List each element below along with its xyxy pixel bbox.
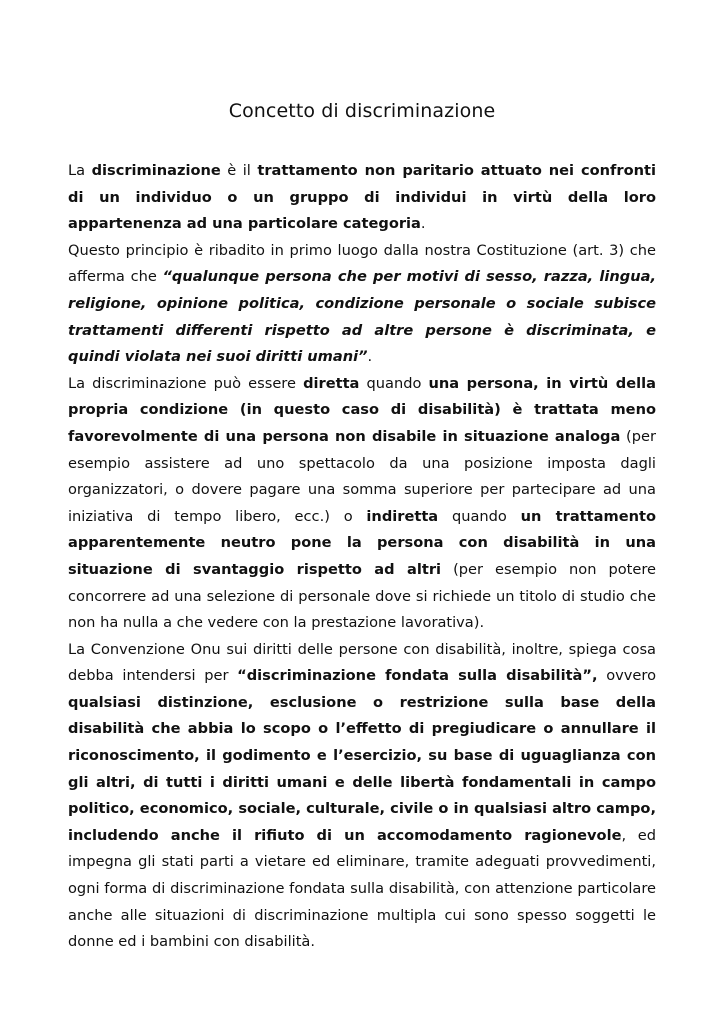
text-run: Questo principio è ribadito in primo luogo dalla nostra Costituzione (art. 3) che afferma che xyxy=(68,241,656,286)
bold-term: indiretta xyxy=(366,507,439,525)
text-run: . xyxy=(367,348,373,366)
constitution-quote: “qualunque persona che per motivi di sesso, razza, lingua, religione, opinione politica, condizione personale o sociale subisce trattamenti differenti rispetto ad altre persone è discriminata, e quindi violata nei suoi diritti umani” xyxy=(68,268,656,366)
bold-term: “discriminazione fondata sulla disabilità”, xyxy=(237,667,598,685)
bold-term: diretta xyxy=(303,374,360,392)
paragraph-constitution xyxy=(68,238,656,371)
bold-definition: una persona, in virtù della propria condizione (in questo caso di disabilità) è trattata meno favorevolmente di una persona non disabile in situazione analoga xyxy=(68,374,656,445)
text-run: , ed impegna gli stati parti a vietare ed eliminare, tramite adeguati provvedimenti, ogni forma di discriminazione fondata sulla disabilità, con attenzione particolare anche alle situazioni di discriminazione multipla cui sono spesso soggetti le donne ed i bambini con disabilità. xyxy=(68,826,656,951)
document-body xyxy=(68,158,656,956)
text-run: (per esempio assistere ad uno spettacolo da una posizione imposta dagli organizzatori, o dovere pagare una somma superiore per partecipare ad una iniziativa di tempo libero, ecc.) o xyxy=(68,427,656,525)
paragraph-definition xyxy=(68,158,656,238)
text-run: è il xyxy=(220,162,258,179)
text-run: (per esempio non potere concorrere ad una selezione di personale dove si richiede un titolo di studio che non ha nulla a che vedere con la prestazione lavorativa). xyxy=(68,560,657,632)
paragraph-direct-indirect xyxy=(68,371,656,637)
bold-definition: un trattamento apparentemente neutro pone la persona con disabilità in una situazione di svantaggio rispetto ad altri xyxy=(68,507,656,578)
page-title: Concetto di discriminazione xyxy=(228,100,496,122)
text-run: quando xyxy=(438,507,521,525)
text-run: La xyxy=(68,162,92,179)
text-run: . xyxy=(420,215,426,233)
text-run: ovvero xyxy=(597,667,656,685)
paragraph-un-convention xyxy=(68,637,656,956)
bold-definition: trattamento non paritario attuato nei confronti di un individuo o un gruppo di individui in virtù della loro appartenenza ad una particolare categoria xyxy=(68,162,656,233)
bold-term: discriminazione xyxy=(91,162,221,179)
text-run: quando xyxy=(359,374,429,392)
text-run: La discriminazione può essere xyxy=(68,374,304,392)
text-run: La Convenzione Onu sui diritti delle persone con disabilità, inoltre, spiega cosa debba intendersi per xyxy=(68,640,656,685)
bold-definition: qualsiasi distinzione, esclusione o restrizione sulla base della disabilità che abbia lo scopo o l’effetto di pregiudicare o annullare il riconoscimento, il godimento e l’esercizio, su base di uguaglianza con gli altri, di tutti i diritti umani e delle libertà fondamentali in campo politico, economico, sociale, culturale, civile o in qualsiasi altro campo, includendo anche il rifiuto di un accomodamento ragionevole xyxy=(68,693,656,844)
